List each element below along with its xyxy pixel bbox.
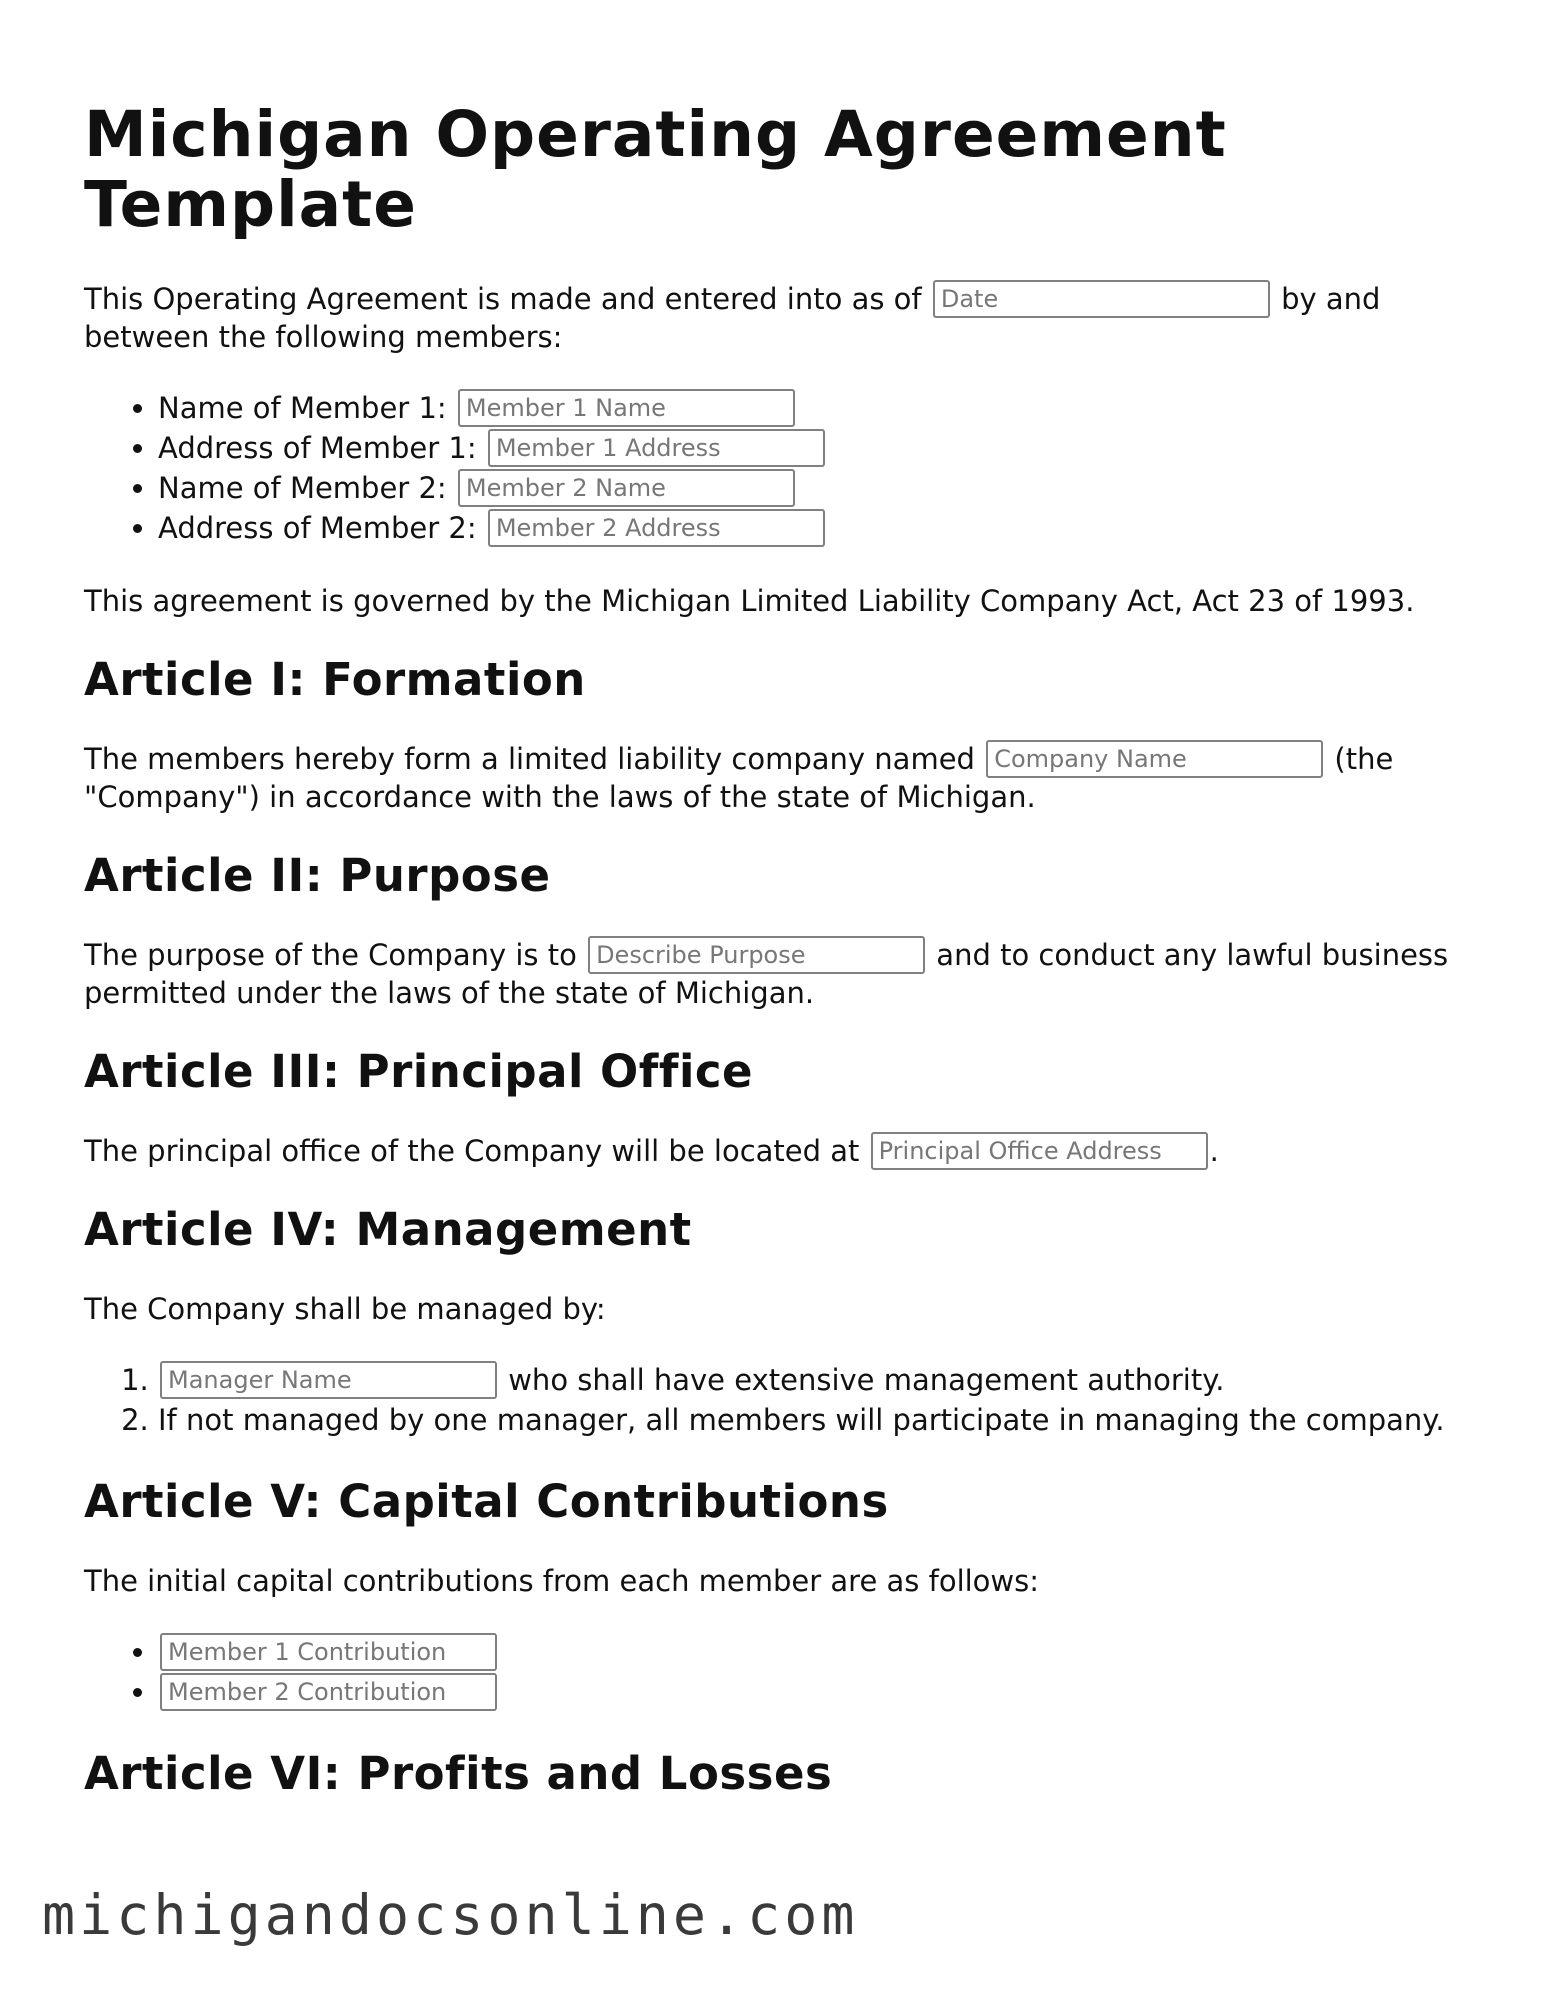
article-4-intro: The Company shall be managed by:	[84, 1292, 606, 1326]
intro-paragraph	[84, 280, 1464, 356]
article-3-heading: Article III: Principal Office	[84, 1045, 754, 1098]
article-1-text-before: The members hereby form a limited liability company named	[84, 742, 975, 776]
member-2-address-label: Address of Member 2:	[158, 511, 477, 545]
article-6-heading: Article VI: Profits and Losses	[84, 1747, 833, 1800]
article-3-text-after: .	[1209, 1134, 1219, 1168]
list-item	[158, 468, 1464, 508]
list-item	[158, 1360, 1464, 1400]
manager-name-input[interactable]	[160, 1361, 497, 1399]
member-1-address-label: Address of Member 1:	[158, 431, 477, 465]
company-name-input[interactable]	[986, 740, 1323, 778]
member-2-address-input[interactable]	[488, 509, 825, 547]
intro-text-before: This Operating Agreement is made and entered into as of	[84, 282, 922, 316]
page-title: Michigan Operating Agreement Template	[84, 98, 1227, 241]
list-item	[158, 1672, 1464, 1712]
article-1-text-after: (the "Company") in accordance with the laws of the state of Michigan.	[84, 742, 1394, 814]
list-item	[158, 1400, 1464, 1440]
article-4-heading: Article IV: Management	[84, 1203, 692, 1256]
member-2-name-label: Name of Member 2:	[158, 471, 447, 505]
principal-office-input[interactable]	[871, 1132, 1208, 1170]
manager-authority-text: who shall have extensive management authority.	[508, 1363, 1225, 1397]
member-1-address-input[interactable]	[488, 429, 825, 467]
article-3-text-before: The principal office of the Company will be located at	[84, 1134, 860, 1168]
date-input[interactable]	[933, 280, 1270, 318]
list-item	[158, 428, 1464, 468]
article-2-paragraph	[84, 936, 1464, 1012]
member-2-contribution-input[interactable]	[160, 1673, 497, 1711]
member-managed-text: If not managed by one manager, all members will participate in managing the company.	[158, 1403, 1445, 1437]
article-2-text-before: The purpose of the Company is to	[84, 938, 577, 972]
article-1-heading: Article I: Formation	[84, 653, 586, 706]
article-3-paragraph	[84, 1132, 1464, 1170]
member-1-name-input[interactable]	[458, 389, 795, 427]
member-2-name-input[interactable]	[458, 469, 795, 507]
watermark: michigandocsonline.com	[42, 1883, 859, 1947]
article-1-paragraph	[84, 740, 1464, 816]
list-item	[158, 508, 1464, 548]
contributions-list	[84, 1632, 1464, 1712]
list-item	[158, 388, 1464, 428]
article-2-heading: Article II: Purpose	[84, 849, 551, 902]
member-1-contribution-input[interactable]	[160, 1633, 497, 1671]
article-5-intro: The initial capital contributions from each member are as follows:	[84, 1564, 1040, 1598]
article-2-text-after: and to conduct any lawful business permitted under the laws of the state of Michigan.	[84, 938, 1449, 1010]
management-list	[84, 1360, 1464, 1440]
document-page	[84, 100, 1464, 1802]
list-item	[158, 1632, 1464, 1672]
intro-text-after: by and between the following members:	[84, 282, 1381, 354]
members-list	[84, 388, 1464, 548]
purpose-input[interactable]	[588, 936, 925, 974]
article-5-heading: Article V: Capital Contributions	[84, 1475, 889, 1528]
member-1-name-label: Name of Member 1:	[158, 391, 447, 425]
governing-law-paragraph: This agreement is governed by the Michigan Limited Liability Company Act, Act 23 of 1993.	[84, 584, 1415, 618]
